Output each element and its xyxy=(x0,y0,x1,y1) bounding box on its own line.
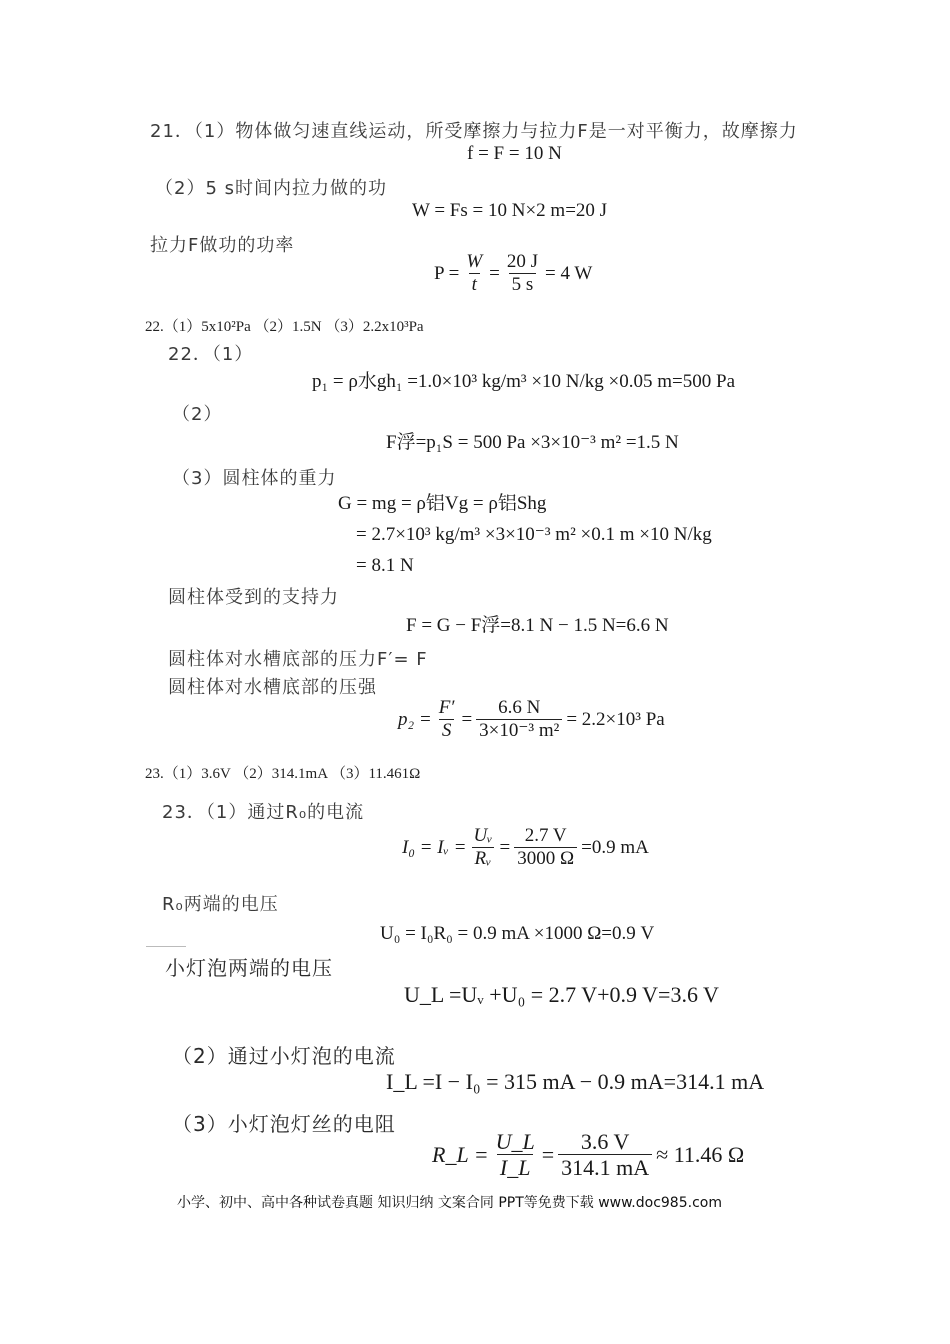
q22-p2-num1: F′ xyxy=(438,697,455,718)
q23-rl-den1: I_L xyxy=(497,1154,534,1180)
q23-rl-fraction-2 xyxy=(558,1130,652,1180)
q21-power-label: 拉力F做功的功率 xyxy=(150,235,295,256)
q21-power-num2: 20 J xyxy=(506,251,539,272)
q22-p2-fraction-1 xyxy=(436,698,458,742)
page-footer: 小学、初中、高中各种试卷真题 知识归纳 文案合同 PPT等免费下载 www.doc985.com xyxy=(177,1195,722,1211)
q23-i0-fraction-2 xyxy=(514,826,577,870)
equals-sign: = xyxy=(489,262,500,284)
q22-pressure-label: 圆柱体对水槽底部的压强 xyxy=(168,677,377,698)
q22-pressure-equation xyxy=(398,698,665,742)
q21-work-equation: W = Fs = 10 N×2 m=20 J xyxy=(412,200,608,221)
q23-il-equation: I_L =I − I₀ = 315 mA − 0.9 mA=314.1 mA xyxy=(386,1069,765,1094)
q23-heading: 23．（1）通过R₀的电流 xyxy=(162,802,365,823)
q23-i0-num2: 2.7 V xyxy=(524,825,567,846)
q21-power-den1: t xyxy=(469,273,480,296)
q22-part1-label: 22．（1） xyxy=(168,344,254,365)
equals-sign: = xyxy=(461,708,473,730)
q23-part2-label: （2）通过小灯泡的电流 xyxy=(172,1044,396,1068)
q23-i0-lhs: I₀ = Iᵥ = xyxy=(402,836,467,858)
q22-part2-label: （2） xyxy=(172,404,223,425)
q21-power-equation xyxy=(434,252,592,296)
q21-part2-label: （2）5 s时间内拉力做的功 xyxy=(155,178,388,199)
q22-p2-lhs: p₂ = xyxy=(398,708,432,730)
q22-buoyancy-equation: F浮=p₁S = 500 Pa ×3×10⁻³ m² =1.5 N xyxy=(386,432,679,453)
scan-mark-line xyxy=(146,946,186,947)
q23-rl-num2: 3.6 V xyxy=(580,1129,630,1154)
q23-rl-rhs: ≈ 11.46 Ω xyxy=(656,1142,745,1168)
q23-u0-label: R₀两端的电压 xyxy=(162,894,279,915)
q23-current-equation xyxy=(402,826,649,870)
q22-support-label: 圆柱体受到的支持力 xyxy=(168,587,339,608)
q22-gravity-equation-line2: = 2.7×10³ kg/m³ ×3×10⁻³ m² ×0.1 m ×10 N/kg xyxy=(356,524,712,545)
q23-i0-den2: 3000 Ω xyxy=(514,847,577,870)
q21-power-den2: 5 s xyxy=(509,273,537,296)
q21-power-rhs: = 4 W xyxy=(545,262,593,284)
q22-gravity-equation-line1: G = mg = ρ铝Vg = ρ铝Shg xyxy=(338,493,547,514)
q22-p1-equation: p₁ = ρ水gh₁ =1.0×10³ kg/m³ ×10 N/kg ×0.05 m=500 Pa xyxy=(312,371,736,392)
q23-i0-den1: Rᵥ xyxy=(472,847,495,870)
q23-bulb-voltage-label: 小灯泡两端的电压 xyxy=(165,956,333,980)
equals-sign: = xyxy=(499,836,511,858)
q22-p2-num2: 6.6 N xyxy=(498,697,541,718)
q22-answer-summary: 22.（1）5x10²Pa （2）1.5N （3）2.2x10³Pa xyxy=(145,319,424,335)
q21-power-lhs: P = xyxy=(434,262,460,284)
q21-power-fraction-1 xyxy=(463,252,485,296)
q23-part3-label: （3）小灯泡灯丝的电阻 xyxy=(172,1112,396,1136)
q23-i0-fraction-1 xyxy=(470,826,495,870)
q23-u0-equation: U₀ = I₀R₀ = 0.9 mA ×1000 Ω=0.9 V xyxy=(380,923,655,944)
q23-ul-equation: U_L =Uᵥ +U₀ = 2.7 V+0.9 V=3.6 V xyxy=(404,982,719,1007)
q21-power-num1: W xyxy=(466,251,483,272)
q22-part3-label: （3）圆柱体的重力 xyxy=(172,468,337,489)
equals-sign: = xyxy=(541,1142,555,1168)
q23-answer-summary: 23.（1）3.6V （2）314.1mA （3）11.461Ω xyxy=(145,766,421,782)
q23-resistance-equation xyxy=(432,1130,744,1180)
q22-p2-den2: 3×10⁻³ m² xyxy=(476,719,562,742)
q23-rl-fraction-1 xyxy=(493,1130,538,1180)
q22-p2-rhs: = 2.2×10³ Pa xyxy=(566,708,665,730)
q21-heading: 21．（1）物体做匀速直线运动，所受摩擦力与拉力F是一对平衡力，故摩擦力 xyxy=(150,121,798,142)
q22-support-equation: F = G − F浮=8.1 N − 1.5 N=6.6 N xyxy=(406,615,669,636)
q23-rl-lhs: R_L = xyxy=(432,1142,489,1168)
q21-power-fraction-2 xyxy=(504,252,541,296)
q23-i0-rhs: =0.9 mA xyxy=(581,836,649,858)
q23-i0-num1: Uᵥ xyxy=(473,825,493,846)
q22-pressure-force-label: 圆柱体对水槽底部的压力F′= F xyxy=(168,649,428,670)
q22-p2-fraction-2 xyxy=(476,698,562,742)
q22-gravity-equation-line3: = 8.1 N xyxy=(356,555,414,576)
q23-rl-num1: U_L xyxy=(495,1129,535,1154)
q22-p2-den1: S xyxy=(439,719,455,742)
q23-rl-den2: 314.1 mA xyxy=(558,1154,652,1180)
q21-friction-equation: f = F = 10 N xyxy=(467,143,562,164)
